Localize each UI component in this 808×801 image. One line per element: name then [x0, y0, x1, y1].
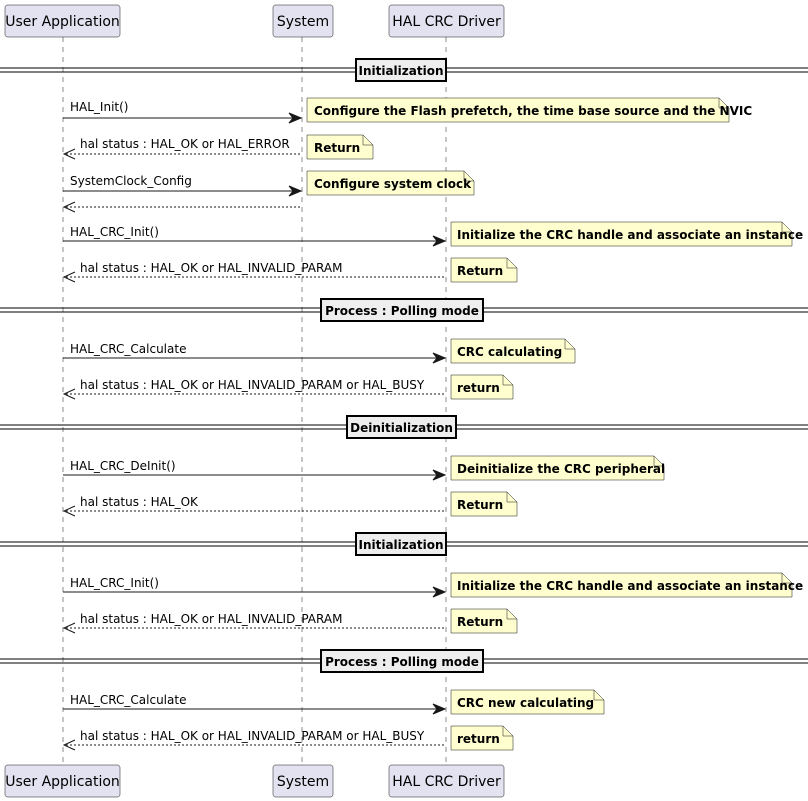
- participant-label: HAL CRC Driver: [392, 14, 501, 30]
- note-label: Return: [314, 141, 361, 155]
- note-label: Configure system clock: [314, 177, 472, 191]
- note-label: Initialize the CRC handle and associate an instance: [457, 228, 804, 242]
- note-label: return: [457, 732, 500, 746]
- note-return: [307, 135, 373, 159]
- participant-label: System: [276, 774, 330, 790]
- note-initialize-crc-handle: [451, 222, 803, 246]
- message-label: hal status : HAL_OK or HAL_INVALID_PARAM: [80, 261, 343, 275]
- arrowhead-left-icon: [64, 202, 75, 212]
- note-deinitialize-crc-peripheral: [451, 456, 665, 480]
- message-system-clock-return: [64, 202, 302, 212]
- divider-label: Process : Polling mode: [325, 304, 479, 318]
- message-hal-crc-calculate: [63, 342, 445, 363]
- note-label: Return: [457, 498, 504, 512]
- note-return-lowercase: [451, 726, 513, 750]
- message-label: HAL_Init(): [70, 100, 129, 114]
- note-label: Return: [457, 264, 504, 278]
- note-crc-new-calculating: [451, 690, 604, 714]
- note-label: Return: [457, 615, 504, 629]
- arrowhead-left-icon: [64, 740, 75, 750]
- note-label: Configure the Flash prefetch, the time base source and the NVIC: [314, 104, 753, 118]
- message-hal-status-return: [64, 612, 446, 633]
- participant-label: HAL CRC Driver: [392, 774, 501, 790]
- message-label: HAL_CRC_DeInit(): [70, 459, 176, 473]
- message-label: HAL_CRC_Calculate: [70, 693, 187, 707]
- note-return: [451, 492, 517, 516]
- message-hal-crc-calculate: [63, 693, 445, 714]
- participant-label: User Application: [5, 774, 120, 790]
- note-return: [451, 258, 517, 282]
- message-hal-status-return: [64, 137, 302, 159]
- arrowhead-left-icon: [64, 389, 75, 399]
- note-initialize-crc-handle: [451, 573, 803, 597]
- arrowhead-left-icon: [64, 623, 75, 633]
- note-label: Deinitialize the CRC peripheral: [457, 462, 666, 476]
- divider-label: Deinitialization: [350, 421, 453, 435]
- note-crc-calculating: [451, 339, 575, 363]
- arrowhead-left-icon: [64, 272, 75, 282]
- divider-label: Process : Polling mode: [325, 655, 479, 669]
- arrowhead-left-icon: [64, 149, 75, 159]
- note-configure-flash-prefetch: [307, 98, 752, 122]
- note-label: CRC new calculating: [457, 696, 595, 710]
- participant-label: User Application: [5, 14, 120, 30]
- participant-hal-crc-driver-top: [389, 5, 504, 37]
- participant-user-application-bottom: [5, 765, 120, 797]
- message-system-clock-config: [63, 174, 301, 196]
- participant-hal-crc-driver-bottom: [389, 765, 504, 797]
- message-hal-crc-init: [63, 225, 445, 246]
- message-label: HAL_CRC_Init(): [70, 225, 159, 239]
- message-label: SystemClock_Config: [70, 174, 192, 188]
- section-divider-deinitialization: [0, 416, 808, 438]
- divider-label: Initialization: [358, 64, 444, 78]
- message-hal-init: [63, 100, 301, 123]
- section-divider-process-polling-mode: [0, 650, 808, 672]
- note-label: return: [457, 381, 500, 395]
- section-divider-initialization: [0, 59, 808, 81]
- participant-label: System: [276, 14, 330, 30]
- message-label: hal status : HAL_OK or HAL_ERROR: [80, 137, 290, 151]
- participant-system-bottom: [273, 765, 333, 797]
- message-label: hal status : HAL_OK: [80, 495, 198, 509]
- note-configure-system-clock: [307, 171, 474, 195]
- note-label: CRC calculating: [457, 345, 563, 359]
- message-label: hal status : HAL_OK or HAL_INVALID_PARAM: [80, 612, 343, 626]
- message-hal-crc-init: [63, 576, 445, 597]
- message-label: HAL_CRC_Init(): [70, 576, 159, 590]
- participant-user-application-top: [5, 5, 120, 37]
- message-hal-status-return: [64, 729, 446, 750]
- message-label: hal status : HAL_OK or HAL_INVALID_PARAM or HAL_BUSY: [80, 729, 425, 743]
- participant-system-top: [273, 5, 333, 37]
- section-divider-process-polling-mode: [0, 299, 808, 321]
- message-hal-status-return: [64, 261, 446, 282]
- section-divider-initialization: [0, 533, 808, 555]
- divider-label: Initialization: [358, 538, 444, 552]
- note-label: Initialize the CRC handle and associate an instance: [457, 579, 804, 593]
- note-return: [451, 609, 517, 633]
- arrowhead-left-icon: [64, 506, 75, 516]
- note-return-lowercase: [451, 375, 513, 399]
- message-label: hal status : HAL_OK or HAL_INVALID_PARAM or HAL_BUSY: [80, 378, 425, 392]
- message-hal-status-return: [64, 495, 446, 516]
- message-hal-crc-deinit: [63, 459, 445, 480]
- message-label: HAL_CRC_Calculate: [70, 342, 187, 356]
- message-hal-status-return: [64, 378, 446, 399]
